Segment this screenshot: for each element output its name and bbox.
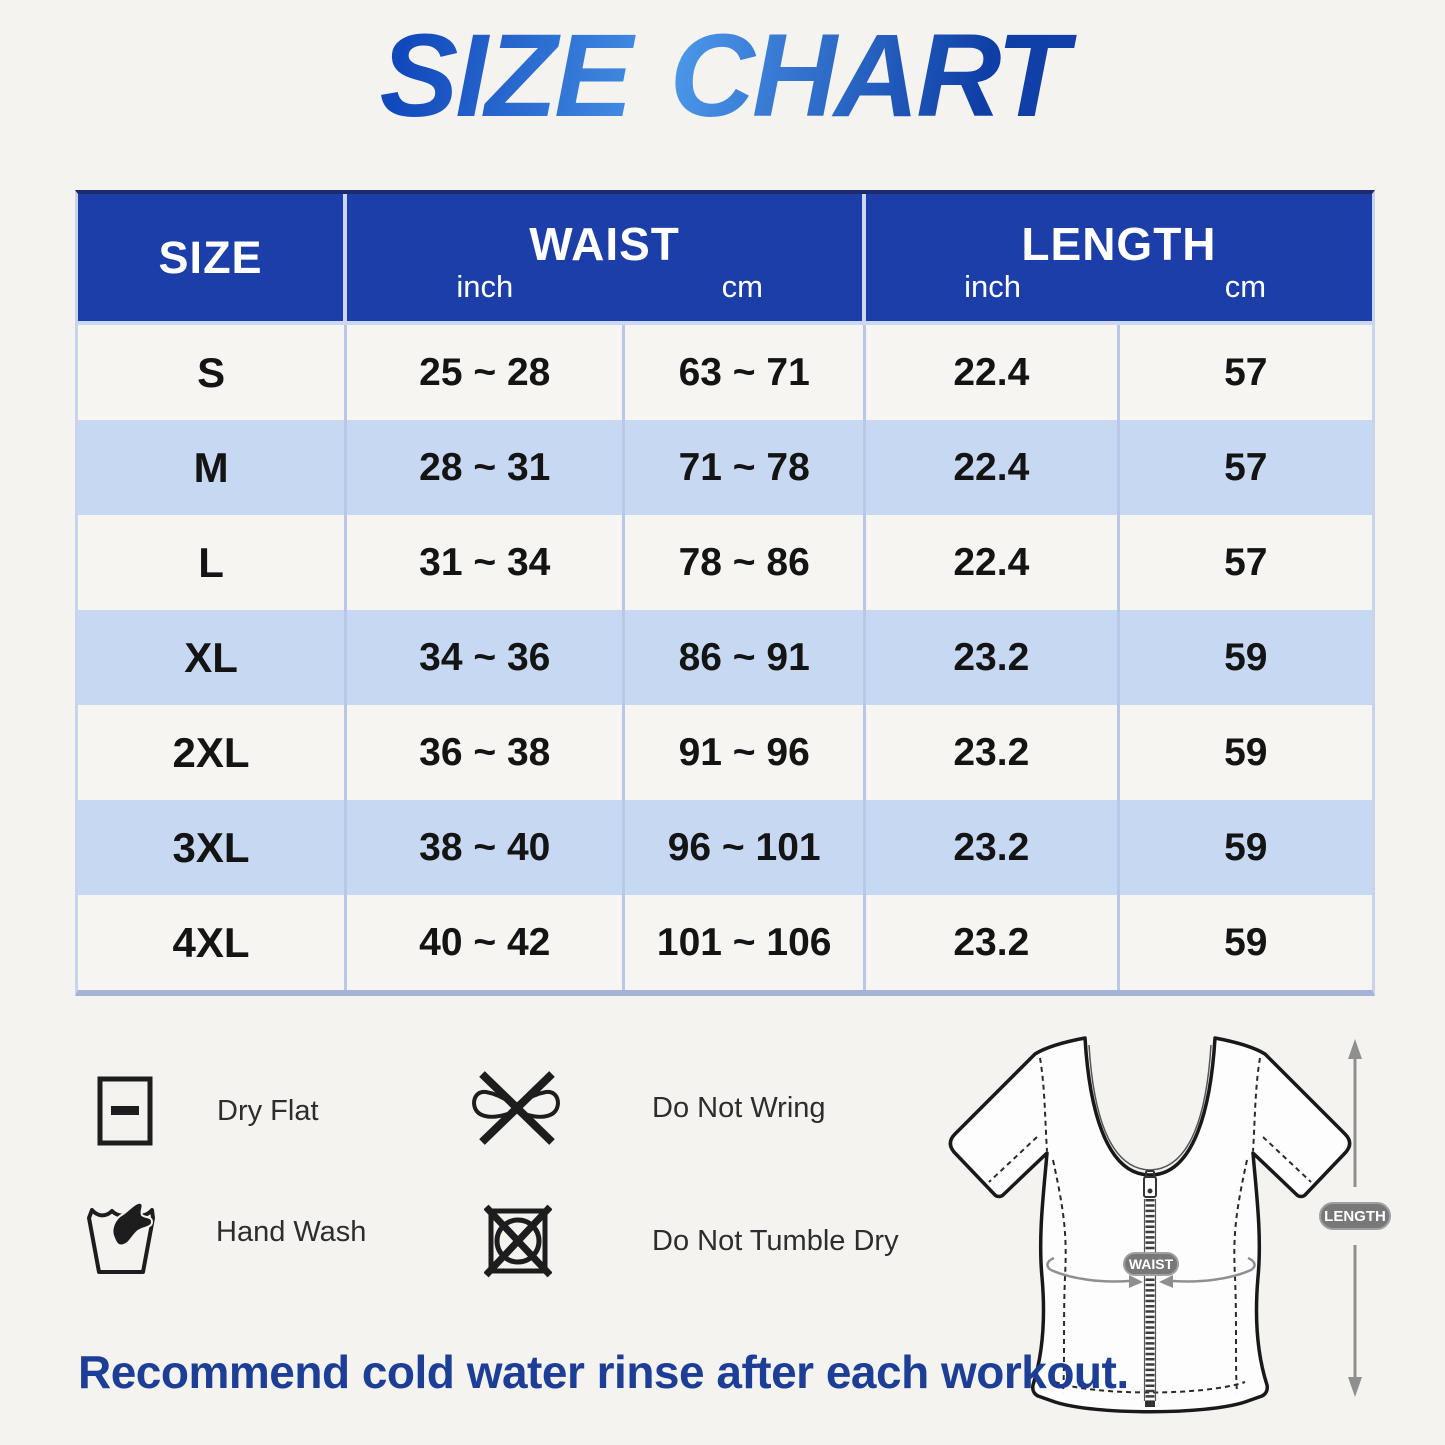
care-item-label: Do Not Wring <box>652 1091 826 1124</box>
length-cm-cell: 59 <box>1224 730 1268 774</box>
header-length-units <box>866 269 1372 305</box>
care-item-dry-flat <box>97 1076 319 1146</box>
length-inch-cell: 22.4 <box>866 325 1120 420</box>
length-inch-cell: 22.4 <box>866 515 1120 610</box>
length-cm-cell: 57 <box>1224 540 1268 584</box>
table-row <box>78 325 1372 420</box>
waist-inch-cell: 36 ~ 38 <box>347 705 625 800</box>
care-item-do-not-tumble-dry <box>484 1200 899 1282</box>
table-row <box>78 895 1372 990</box>
dry-flat-icon <box>97 1076 153 1146</box>
header-length <box>866 194 1372 321</box>
waist-badge-label: WAIST <box>1128 1256 1174 1272</box>
length-cm-cell: 57 <box>1224 445 1268 489</box>
header-waist-units <box>347 269 862 305</box>
length-badge-label: LENGTH <box>1324 1208 1386 1225</box>
header-length-group <box>866 194 1372 321</box>
waist-cm-cell: 91 ~ 96 <box>625 705 866 800</box>
waist-inch-cell: 31 ~ 34 <box>347 515 625 610</box>
do-not-wring-icon <box>468 1068 564 1148</box>
care-note: Recommend cold water rinse after each workout. <box>78 1346 1129 1398</box>
waist-cm-cell: 78 ~ 86 <box>625 515 866 610</box>
length-cm-cell: 59 <box>1224 825 1268 869</box>
waist-unit-cm: cm <box>721 268 763 304</box>
waist-cm-cell: 71 ~ 78 <box>625 420 866 515</box>
length-inch-cell: 23.2 <box>866 705 1120 800</box>
size-cell: 3XL <box>78 800 347 895</box>
care-item-hand-wash <box>86 1188 366 1276</box>
header-waist-group <box>347 194 862 321</box>
waist-cm-cell: 101 ~ 106 <box>625 895 866 990</box>
header-waist <box>347 194 866 321</box>
waist-inch-cell: 34 ~ 36 <box>347 610 625 705</box>
length-unit-cm: cm <box>1224 268 1267 304</box>
page-title: SIZE CHART <box>0 8 1445 144</box>
waist-cm-cell: 96 ~ 101 <box>625 800 866 895</box>
length-inch-cell: 23.2 <box>866 800 1120 895</box>
waist-inch-cell: 40 ~ 42 <box>347 895 625 990</box>
table-row <box>78 515 1372 610</box>
waist-inch-cell: 25 ~ 28 <box>347 325 625 420</box>
hand-wash-icon <box>86 1188 156 1276</box>
size-cell: 4XL <box>78 895 347 990</box>
care-item-do-not-wring <box>468 1068 826 1148</box>
care-item-label: Dry Flat <box>217 1094 319 1127</box>
header-waist-label: WAIST <box>529 217 680 270</box>
waist-inch-cell: 38 ~ 40 <box>347 800 625 895</box>
table-row <box>78 420 1372 515</box>
table-row <box>78 800 1372 895</box>
size-cell: M <box>78 420 347 515</box>
length-inch-cell: 23.2 <box>866 610 1120 705</box>
care-item-label: Hand Wash <box>216 1215 367 1248</box>
waist-inch-cell: 28 ~ 31 <box>347 420 625 515</box>
header-size: SIZE <box>78 194 347 321</box>
size-cell: 2XL <box>78 705 347 800</box>
header-length-label: LENGTH <box>1021 217 1217 270</box>
do-not-tumble-dry-icon <box>484 1200 552 1282</box>
length-cm-cell: 59 <box>1224 920 1268 964</box>
table-body <box>78 325 1372 990</box>
table-row <box>78 705 1372 800</box>
table-row <box>78 610 1372 705</box>
size-cell: S <box>78 325 347 420</box>
length-unit-inch: inch <box>964 268 1021 304</box>
waist-cm-cell: 86 ~ 91 <box>625 610 866 705</box>
waist-unit-inch: inch <box>456 268 514 304</box>
care-item-label: Do Not Tumble Dry <box>652 1224 899 1257</box>
length-cm-cell: 59 <box>1224 635 1268 679</box>
table-header-row <box>78 194 1372 325</box>
length-cm-cell: 57 <box>1224 350 1268 394</box>
size-cell: L <box>78 515 347 610</box>
length-inch-cell: 23.2 <box>866 895 1120 990</box>
size-table <box>75 190 1375 996</box>
length-inch-cell: 22.4 <box>866 420 1120 515</box>
waist-cm-cell: 63 ~ 71 <box>625 325 866 420</box>
size-cell: XL <box>78 610 347 705</box>
